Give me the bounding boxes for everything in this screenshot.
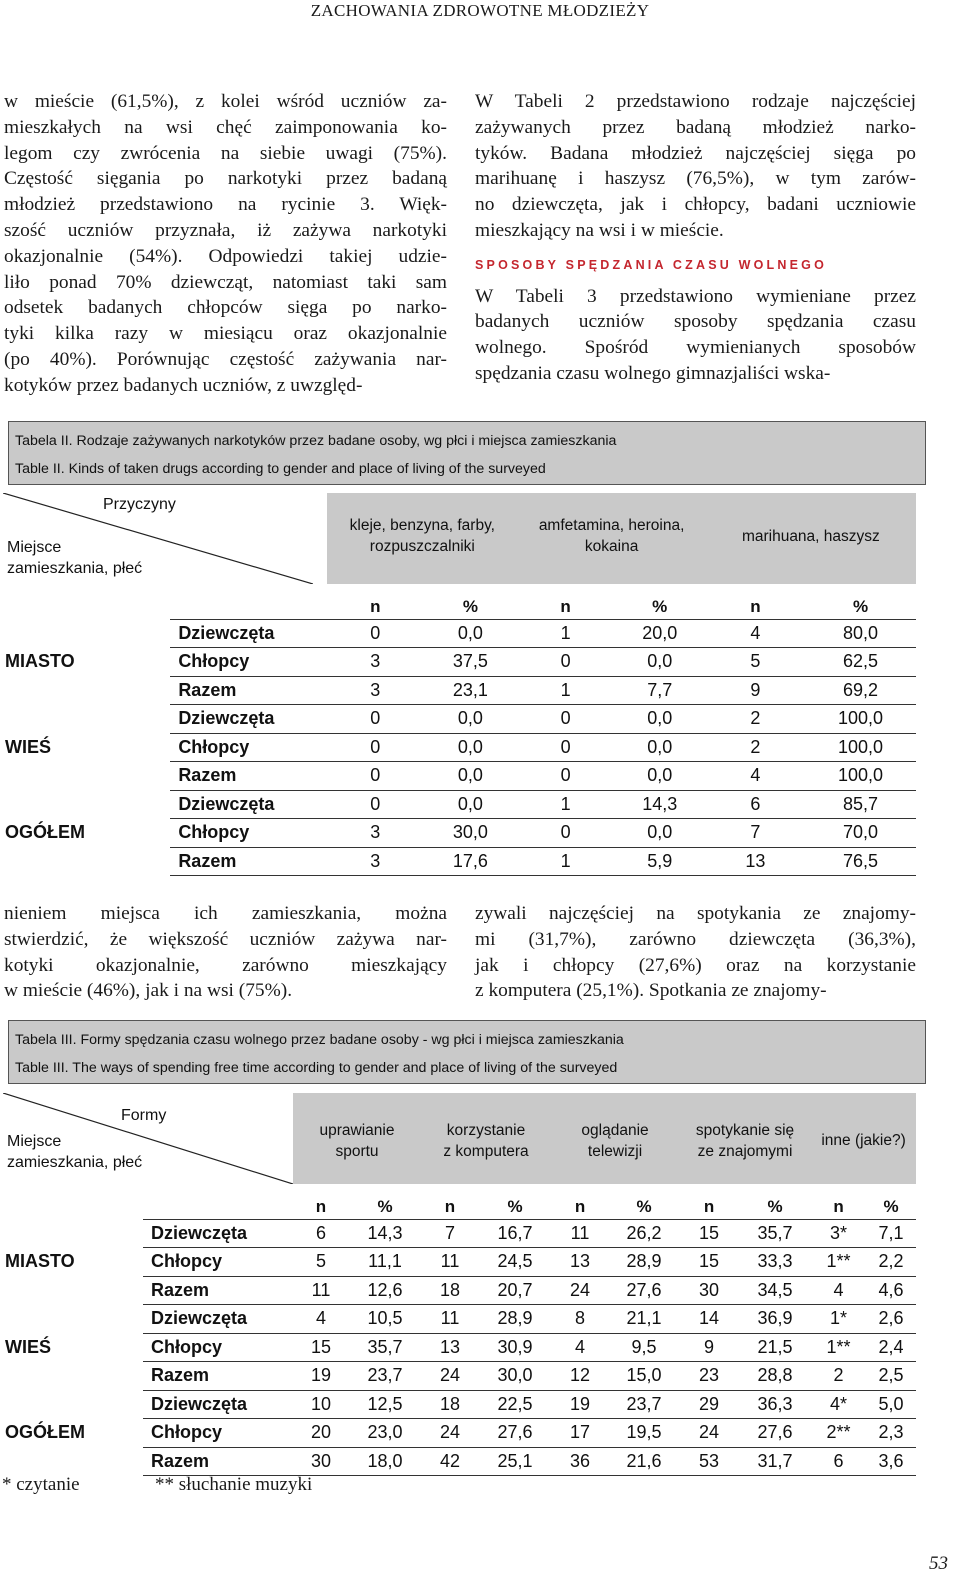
table-cell: 100,0 bbox=[805, 762, 916, 791]
table-cell: 27,6 bbox=[739, 1419, 811, 1448]
column-header-line: ze znajomymi bbox=[697, 1143, 793, 1160]
table-cell: 15 bbox=[679, 1219, 739, 1248]
table-cell: 2 bbox=[706, 733, 805, 762]
table-cell: 30,0 bbox=[479, 1362, 551, 1391]
text-line: mi (31,7%), zarówno dziewczęta (36,3%), bbox=[475, 928, 916, 950]
drug-types-table bbox=[3, 493, 916, 876]
text-line: no dziewczęta, jak i chłopcy, badani uczniowie bbox=[475, 194, 916, 216]
subheader-cell: n bbox=[421, 1184, 479, 1219]
row-label: Chłopcy bbox=[170, 819, 327, 848]
table-cell: 5 bbox=[706, 648, 805, 677]
table-cell: 4 bbox=[551, 1333, 609, 1362]
row-label: Chłopcy bbox=[170, 648, 327, 677]
table-cell: 11 bbox=[421, 1248, 479, 1277]
table-cell: 1 bbox=[518, 790, 614, 819]
text-line: kotyki okazjonalnie, zarówno mieszkający bbox=[4, 954, 447, 976]
column-header bbox=[706, 493, 916, 584]
text-line: mieszkałych na wsi chęć zaimponowania ko- bbox=[4, 116, 447, 138]
table-cell: 23,1 bbox=[423, 676, 517, 705]
table-cell: 28,8 bbox=[739, 1362, 811, 1391]
table-row bbox=[3, 705, 916, 734]
table-cell: 7,1 bbox=[866, 1219, 916, 1248]
table-cell: 19 bbox=[293, 1362, 349, 1391]
table-cell: 4 bbox=[706, 619, 805, 648]
table-cell: 9,5 bbox=[609, 1333, 679, 1362]
table-cell: 0,0 bbox=[614, 762, 706, 791]
table-cell: 6 bbox=[811, 1447, 866, 1476]
table-cell: 100,0 bbox=[805, 733, 916, 762]
table-cell: 16,7 bbox=[479, 1219, 551, 1248]
column-header-line: marihuana, haszysz bbox=[741, 528, 880, 545]
table-cell: 3 bbox=[327, 819, 423, 848]
table-cell: 23 bbox=[679, 1362, 739, 1391]
table-cell: 7 bbox=[706, 819, 805, 848]
text-line: nieniem miejsca ich zamieszkania, można bbox=[4, 903, 447, 924]
table-cell: 4 bbox=[811, 1276, 866, 1305]
table-cell: 2,5 bbox=[866, 1362, 916, 1391]
free-time-table bbox=[3, 1093, 916, 1476]
table-cell: 0 bbox=[327, 705, 423, 734]
row-label: Razem bbox=[143, 1362, 293, 1391]
table-cell: 2** bbox=[811, 1419, 866, 1448]
footnote-music: ** słuchanie muzyki bbox=[155, 1474, 313, 1495]
column-header bbox=[421, 1093, 551, 1184]
table-cell: 18 bbox=[421, 1390, 479, 1419]
table-cell: 21,6 bbox=[609, 1447, 679, 1476]
corner-label-line: Miejsce bbox=[7, 1133, 62, 1150]
table-cell: 6 bbox=[293, 1219, 349, 1248]
row-label: Chłopcy bbox=[170, 733, 327, 762]
subheader-cell: n bbox=[551, 1184, 609, 1219]
table-cell: 2 bbox=[811, 1362, 866, 1391]
table-cell: 36,9 bbox=[739, 1305, 811, 1334]
table-cell: 100,0 bbox=[805, 705, 916, 734]
table-cell: 0 bbox=[327, 619, 423, 648]
table-cell: 3* bbox=[811, 1219, 866, 1248]
column-header-line: spotykanie się bbox=[695, 1122, 795, 1139]
table-cell: 0 bbox=[327, 790, 423, 819]
paragraph bbox=[475, 284, 916, 387]
column-header-line: uprawianie bbox=[319, 1122, 395, 1139]
table-cell: 0 bbox=[327, 733, 423, 762]
paragraph bbox=[4, 901, 447, 1004]
region-label: OGÓŁEM bbox=[3, 790, 170, 876]
table-cell: 0 bbox=[327, 762, 423, 791]
subheader-cell: % bbox=[614, 584, 706, 619]
text-line: z komputera (25,1%). Spotkania ze znajomy- bbox=[475, 980, 827, 1002]
table-cell: 2,2 bbox=[866, 1248, 916, 1277]
column-header bbox=[293, 1093, 421, 1184]
table-cell: 8 bbox=[551, 1305, 609, 1334]
text-line: w mieście (46%), jak i na wsi (75%). bbox=[4, 980, 293, 1002]
row-label: Dziewczęta bbox=[170, 790, 327, 819]
table-cell: 1* bbox=[811, 1305, 866, 1334]
row-label: Dziewczęta bbox=[143, 1305, 293, 1334]
body-text-top-left bbox=[4, 89, 447, 399]
row-label: Dziewczęta bbox=[170, 705, 327, 734]
text-line: tyków. Badana młodzież najczęściej sięga po bbox=[475, 142, 916, 164]
column-header-line: z komputera bbox=[443, 1143, 529, 1160]
table-cell: 0,0 bbox=[423, 762, 517, 791]
table-cell: 28,9 bbox=[479, 1305, 551, 1334]
table-cell: 19,5 bbox=[609, 1419, 679, 1448]
row-label: Razem bbox=[170, 676, 327, 705]
paragraph bbox=[4, 89, 447, 399]
table-cell: 34,5 bbox=[739, 1276, 811, 1305]
table-cell: 24,5 bbox=[479, 1248, 551, 1277]
table-cell: 1** bbox=[811, 1248, 866, 1277]
table-cell: 35,7 bbox=[349, 1333, 421, 1362]
table-cell: 24 bbox=[551, 1276, 609, 1305]
table-cell: 21,5 bbox=[739, 1333, 811, 1362]
body-text-mid-left bbox=[4, 901, 447, 1004]
subheader-cell: % bbox=[609, 1184, 679, 1219]
table2-caption-en: Table II. Kinds of taken drugs according to gender and place of living of the surveyed bbox=[15, 461, 546, 477]
text-line: odsetek badanych chłopców sięga po narko- bbox=[4, 297, 447, 319]
table-cell: 0,0 bbox=[423, 619, 517, 648]
table-cell: 12,5 bbox=[349, 1390, 421, 1419]
table-cell: 11 bbox=[551, 1219, 609, 1248]
table-cell: 23,7 bbox=[609, 1390, 679, 1419]
table-cell: 36 bbox=[551, 1447, 609, 1476]
table-cell: 3 bbox=[327, 676, 423, 705]
table-cell: 25,1 bbox=[479, 1447, 551, 1476]
text-line: zażywanych przez badaną młodzież narko- bbox=[475, 116, 916, 138]
table-cell: 37,5 bbox=[423, 648, 517, 677]
table-cell: 18 bbox=[421, 1276, 479, 1305]
table3-caption-pl: Tabela III. Formy spędzania czasu wolnego przez badane osoby - wg płci i miejsca zamieszkania bbox=[15, 1032, 624, 1048]
table-cell: 21,1 bbox=[609, 1305, 679, 1334]
text-line: młodzież przedstawiono na rycinie 3. Więk- bbox=[4, 194, 447, 216]
table-cell: 12 bbox=[551, 1362, 609, 1391]
table-cell: 9 bbox=[679, 1333, 739, 1362]
table-cell: 10,5 bbox=[349, 1305, 421, 1334]
subheader-cell: n bbox=[811, 1184, 866, 1219]
corner-label-line: zamieszkania, płeć bbox=[7, 560, 143, 577]
paragraph bbox=[475, 901, 916, 1004]
table-cell: 69,2 bbox=[805, 676, 916, 705]
row-label: Razem bbox=[143, 1447, 293, 1476]
table-cell: 0,0 bbox=[423, 733, 517, 762]
row-label: Razem bbox=[143, 1276, 293, 1305]
table-cell: 2,4 bbox=[866, 1333, 916, 1362]
table-cell: 76,5 bbox=[805, 847, 916, 876]
table-cell: 62,5 bbox=[805, 648, 916, 677]
row-label: Dziewczęta bbox=[143, 1219, 293, 1248]
column-header-line: amfetamina, heroina, bbox=[538, 517, 685, 534]
table-cell: 9 bbox=[706, 676, 805, 705]
text-line: W Tabeli 2 przedstawiono rodzaje najczęściej bbox=[475, 91, 916, 112]
column-header bbox=[551, 1093, 679, 1184]
column-header-line: kokaina bbox=[584, 538, 639, 555]
table-cell: 1 bbox=[518, 619, 614, 648]
text-line: wolnego. Spośród wymienianych sposobów bbox=[475, 337, 916, 359]
row-label: Dziewczęta bbox=[143, 1390, 293, 1419]
text-line: jak i chłopcy (27,6%) oraz na korzystanie bbox=[475, 954, 916, 976]
table-cell: 3,6 bbox=[866, 1447, 916, 1476]
table-cell: 11 bbox=[421, 1305, 479, 1334]
table-row bbox=[3, 790, 916, 819]
column-header-line: oglądanie bbox=[581, 1122, 649, 1139]
table-cell: 0,0 bbox=[423, 705, 517, 734]
text-line: stwierdzić, że większość uczniów zażywa nar- bbox=[4, 928, 447, 950]
table-row bbox=[3, 619, 916, 648]
row-label: Chłopcy bbox=[143, 1248, 293, 1277]
text-line: (po 40%). Porównując częstość zażywania nar- bbox=[4, 348, 447, 370]
table-cell: 30,0 bbox=[423, 819, 517, 848]
section-heading: SPOSOBY SPĘDZANIA CZASU WOLNEGO bbox=[475, 257, 828, 272]
table-cell: 12,6 bbox=[349, 1276, 421, 1305]
table2-caption bbox=[8, 421, 926, 485]
text-line: w mieście (61,5%), z kolei wśród uczniów za- bbox=[4, 91, 447, 112]
table-cell: 0,0 bbox=[614, 819, 706, 848]
table-cell: 0,0 bbox=[614, 733, 706, 762]
table-cell: 20,7 bbox=[479, 1276, 551, 1305]
table-cell: 35,7 bbox=[739, 1219, 811, 1248]
text-line: Częstość sięgania po narkotyki przez badaną bbox=[4, 168, 447, 190]
table-cell: 14,3 bbox=[614, 790, 706, 819]
body-text-top-right bbox=[475, 89, 916, 387]
table-cell: 2,6 bbox=[866, 1305, 916, 1334]
text-line: liło ponad 70% dziewcząt, natomiast taki sam bbox=[4, 271, 447, 293]
subheader-cell: n bbox=[706, 584, 805, 619]
text-line: spędzania czasu wolnego gimnazjaliści wska- bbox=[475, 362, 831, 384]
table-cell: 29 bbox=[679, 1390, 739, 1419]
header-corner-cell bbox=[3, 493, 327, 584]
table-cell: 0,0 bbox=[423, 790, 517, 819]
row-label: Razem bbox=[170, 762, 327, 791]
table-cell: 19 bbox=[551, 1390, 609, 1419]
subheader-cell: % bbox=[349, 1184, 421, 1219]
text-line: marihuanę i haszysz (76,5%), w tym zarów- bbox=[475, 168, 916, 190]
table-cell: 4 bbox=[293, 1305, 349, 1334]
table-cell: 4* bbox=[811, 1390, 866, 1419]
row-label: Razem bbox=[170, 847, 327, 876]
table-cell: 11,1 bbox=[349, 1248, 421, 1277]
row-label: Chłopcy bbox=[143, 1333, 293, 1362]
text-line: mieszkający na wsi i w mieście. bbox=[475, 219, 724, 241]
subheader-spacer bbox=[3, 1184, 293, 1219]
table-cell: 10 bbox=[293, 1390, 349, 1419]
paragraph bbox=[475, 89, 916, 244]
subheader-cell: % bbox=[739, 1184, 811, 1219]
table-row bbox=[3, 1390, 916, 1419]
table-cell: 18,0 bbox=[349, 1447, 421, 1476]
corner-label-left bbox=[7, 1131, 142, 1173]
column-header bbox=[327, 493, 517, 584]
table-cell: 42 bbox=[421, 1447, 479, 1476]
region-label: WIEŚ bbox=[3, 705, 170, 791]
region-label: MIASTO bbox=[3, 1219, 143, 1305]
column-header-line: korzystanie bbox=[446, 1122, 526, 1139]
region-label: MIASTO bbox=[3, 619, 170, 705]
table-cell: 13 bbox=[551, 1248, 609, 1277]
column-header bbox=[679, 1093, 811, 1184]
table-cell: 15 bbox=[293, 1333, 349, 1362]
table-cell: 0 bbox=[518, 705, 614, 734]
table-cell: 3 bbox=[327, 648, 423, 677]
table-cell: 23,7 bbox=[349, 1362, 421, 1391]
region-label: WIEŚ bbox=[3, 1305, 143, 1391]
table-cell: 24 bbox=[421, 1362, 479, 1391]
table-cell: 23,0 bbox=[349, 1419, 421, 1448]
table-cell: 15 bbox=[679, 1248, 739, 1277]
body-text-mid-right bbox=[475, 901, 916, 1004]
column-header-line: kleje, benzyna, farby, bbox=[349, 517, 495, 534]
footnote-reading: * czytanie bbox=[2, 1474, 80, 1495]
table-cell: 4,6 bbox=[866, 1276, 916, 1305]
table-cell: 26,2 bbox=[609, 1219, 679, 1248]
table-cell: 0 bbox=[518, 762, 614, 791]
table-cell: 6 bbox=[706, 790, 805, 819]
table-cell: 0,0 bbox=[614, 648, 706, 677]
column-header-line: rozpuszczalniki bbox=[369, 538, 475, 555]
table-cell: 85,7 bbox=[805, 790, 916, 819]
running-head: ZACHOWANIA ZDROWOTNE MŁODZIEŻY bbox=[310, 1, 650, 20]
region-label: OGÓŁEM bbox=[3, 1390, 143, 1476]
table-cell: 28,9 bbox=[609, 1248, 679, 1277]
header-corner-cell bbox=[3, 1093, 293, 1184]
table-cell: 1 bbox=[518, 676, 614, 705]
table-cell: 24 bbox=[679, 1419, 739, 1448]
column-header bbox=[811, 1093, 916, 1184]
table2-caption-pl: Tabela II. Rodzaje zażywanych narkotyków przez badane osoby, wg płci i miejsca zamieszkania bbox=[15, 433, 617, 449]
table-cell: 30 bbox=[293, 1447, 349, 1476]
table3-caption bbox=[8, 1020, 926, 1084]
subheader-cell: % bbox=[805, 584, 916, 619]
subheader-spacer bbox=[3, 584, 327, 619]
table-cell: 30,9 bbox=[479, 1333, 551, 1362]
corner-label-line: zamieszkania, płeć bbox=[7, 1154, 143, 1171]
text-line: okazjonalnie (54%). Odpowiedzi takiej udzie- bbox=[4, 245, 447, 267]
table-cell: 2,3 bbox=[866, 1419, 916, 1448]
table-cell: 31,7 bbox=[739, 1447, 811, 1476]
corner-label-top: Formy bbox=[121, 1107, 167, 1124]
table-cell: 15,0 bbox=[609, 1362, 679, 1391]
table-cell: 13 bbox=[421, 1333, 479, 1362]
table-cell: 0 bbox=[518, 733, 614, 762]
column-header-line: sportu bbox=[335, 1143, 379, 1160]
page-number: 53 bbox=[929, 1553, 948, 1574]
table-cell: 13 bbox=[706, 847, 805, 876]
row-label: Dziewczęta bbox=[170, 619, 327, 648]
table-cell: 5,9 bbox=[614, 847, 706, 876]
subheader-cell: % bbox=[479, 1184, 551, 1219]
text-line: legom czy zwrócenia na siebie uwagi (75%). bbox=[4, 142, 447, 164]
subheader-cell: % bbox=[866, 1184, 916, 1219]
subheader-cell: n bbox=[518, 584, 614, 619]
table-cell: 0 bbox=[518, 819, 614, 848]
table-cell: 27,6 bbox=[609, 1276, 679, 1305]
table-cell: 0 bbox=[518, 648, 614, 677]
table-cell: 30 bbox=[679, 1276, 739, 1305]
table-cell: 53 bbox=[679, 1447, 739, 1476]
subheader-cell: n bbox=[679, 1184, 739, 1219]
table-cell: 70,0 bbox=[805, 819, 916, 848]
column-header bbox=[518, 493, 706, 584]
text-line: szość uczniów przyznała, iż zażywa narkotyki bbox=[4, 219, 447, 241]
table-cell: 36,3 bbox=[739, 1390, 811, 1419]
table-cell: 0,0 bbox=[614, 705, 706, 734]
table-cell: 4 bbox=[706, 762, 805, 791]
table-row bbox=[3, 1305, 916, 1334]
table-cell: 17,6 bbox=[423, 847, 517, 876]
text-line: badanych uczniów sposoby spędzania czasu bbox=[475, 311, 916, 333]
table-cell: 14 bbox=[679, 1305, 739, 1334]
table-cell: 17 bbox=[551, 1419, 609, 1448]
table-cell: 24 bbox=[421, 1419, 479, 1448]
table-cell: 1** bbox=[811, 1333, 866, 1362]
text-line: tyki kilka razy w miesiącu oraz okazjonalnie bbox=[4, 323, 447, 345]
table-cell: 27,6 bbox=[479, 1419, 551, 1448]
table-cell: 22,5 bbox=[479, 1390, 551, 1419]
row-label: Chłopcy bbox=[143, 1419, 293, 1448]
table-cell: 33,3 bbox=[739, 1248, 811, 1277]
subheader-cell: n bbox=[327, 584, 423, 619]
table-cell: 5 bbox=[293, 1248, 349, 1277]
table3-caption-en: Table III. The ways of spending free time according to gender and place of living of the surveyed bbox=[15, 1060, 618, 1076]
text-line: kotyków przez badanych uczniów, z uwzględ- bbox=[4, 374, 363, 396]
table-cell: 20 bbox=[293, 1419, 349, 1448]
table-cell: 7,7 bbox=[614, 676, 706, 705]
subheader-cell: n bbox=[293, 1184, 349, 1219]
table-row bbox=[3, 1219, 916, 1248]
table-cell: 14,3 bbox=[349, 1219, 421, 1248]
corner-label-top: Przyczyny bbox=[103, 496, 176, 513]
subheader-cell: % bbox=[423, 584, 517, 619]
table-cell: 3 bbox=[327, 847, 423, 876]
text-line: W Tabeli 3 przedstawiono wymieniane przez bbox=[475, 285, 916, 307]
corner-label-line: Miejsce bbox=[7, 539, 62, 556]
table-cell: 20,0 bbox=[614, 619, 706, 648]
text-line: zywali najczęściej na spotykania ze znajomy- bbox=[475, 903, 916, 924]
table-cell: 7 bbox=[421, 1219, 479, 1248]
column-header-line: inne (jakie?) bbox=[821, 1132, 906, 1149]
column-header-line: telewizji bbox=[587, 1143, 643, 1160]
table-cell: 2 bbox=[706, 705, 805, 734]
table-cell: 5,0 bbox=[866, 1390, 916, 1419]
table-cell: 1 bbox=[518, 847, 614, 876]
table-cell: 11 bbox=[293, 1276, 349, 1305]
corner-label-left bbox=[7, 537, 142, 579]
table-cell: 80,0 bbox=[805, 619, 916, 648]
